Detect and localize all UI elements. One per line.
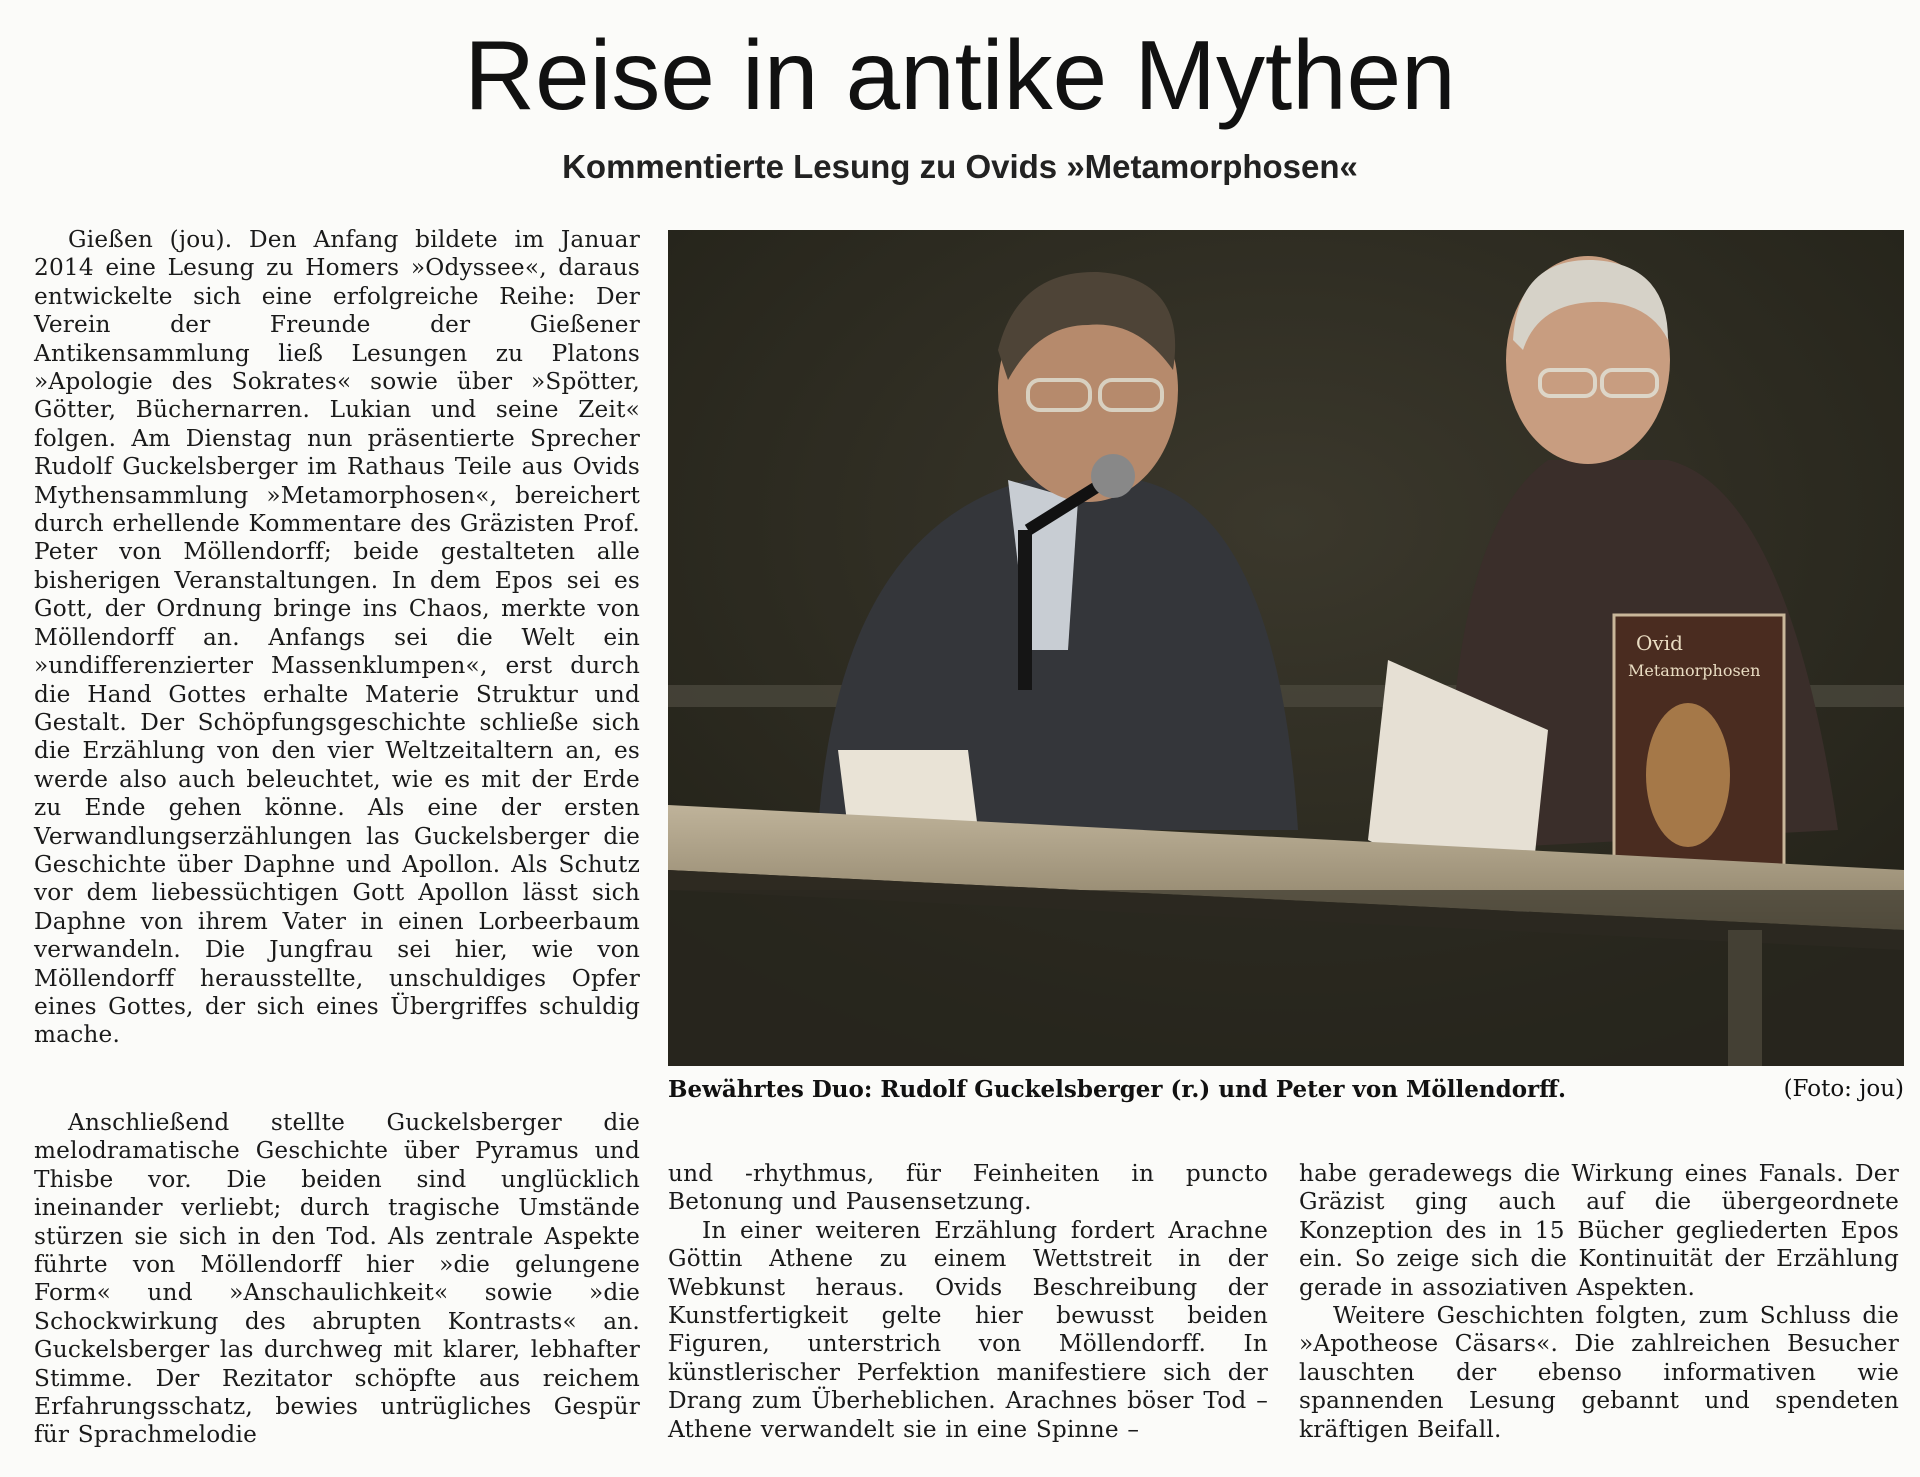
photo-illustration	[668, 230, 1904, 1066]
article-paragraph: habe geradewegs die Wirkung eines Fanals. Der Gräzist ging auch auf die übergeordnete Konzeption des in 15 Bücher gegliederten Epos ein. So zeige sich die Kontinuität der Erzählung gerade in assoziativen Aspekten.	[1299, 1160, 1899, 1301]
article-paragraph: Gießen (jou). Den Anfang bildete im Januar 2014 eine Lesung zu Homers »Odyssee«, daraus entwickelte sich eine erfolgreiche Reihe: Der Verein der Freunde der Gießener Antikensammlung ließ Lesungen zu Platons »Apologie des Sokrates« sowie über »Spötter, Götter, Büchernarren. Lukian und seine Zeit« folgen. Am Dienstag nun präsentierte Sprecher Rudolf Guckelsberger im Rathaus Teile aus Ovids Mythensammlung »Metamorphosen«, bereichert durch erhellende Kommentare des Gräzisten Prof. Peter von Möllendorff; beide gestalteten alle bisherigen Veranstaltungen. In dem Epos sei es Gott, der Ordnung bringe ins Chaos, merkte von Möllendorff an. Anfangs sei die Welt ein »undifferenzierter Massenklumpen«, erst durch die Hand Gottes erhalte Materie Struktur und Gestalt. Der Schöpfungsgeschichte schließe sich die Erzählung von den vier Weltzeitaltern an, es werde also auch beleuchtet, wie es mit der Erde zu Ende gehen könne. Als eine der ersten Verwandlungserzählungen las Guckelsberger die Geschichte über Daphne und Apollon. Als Schutz vor dem liebessüchtigen Gott Apollon lässt sich Daphne von ihrem Vater in einen Lorbeerbaum verwandeln. Die Jungfrau sei hier, wie von Möllendorff herausstellte, unschuldiges Opfer eines Gottes, der sich eines Übergriffes schuldig mache.	[34, 226, 640, 1049]
article-paragraph: und -rhythmus, für Feinheiten in puncto Betonung und Pausensetzung.	[668, 1160, 1268, 1216]
article-column-1-top	[34, 226, 640, 1050]
article-column-1-bottom	[34, 1109, 640, 1450]
article-photo	[668, 230, 1904, 1066]
book-title-line2: Metamorphosen	[1628, 661, 1761, 680]
article-paragraph: In einer weiteren Erzählung fordert Arachne Göttin Athene zu einem Wettstreit in der Webkunst heraus. Ovids Beschreibung der Kunstfertigkeit gelte hier bewusst beiden Figuren, unterstrich von Möllendorff. In künstlerischer Perfektion manifestiere sich der Drang zum Überheblichen. Arachnes böser Tod – Athene verwandelt sie in eine Spinne –	[668, 1216, 1268, 1443]
photo-caption: Bewährtes Duo: Rudolf Guckelsberger (r.) und Peter von Möllendorff.	[668, 1076, 1567, 1103]
article-paragraph: Weitere Geschichten folgten, zum Schluss die »Apotheose Cäsars«. Die zahlreichen Besucher lauschten der ebenso informativen wie spannenden Lesung gebannt und spendeten kräftigen Beifall.	[1299, 1302, 1899, 1443]
photo-credit: (Foto: jou)	[1783, 1076, 1904, 1102]
subheadline: Kommentierte Lesung zu Ovids »Metamorphosen«	[562, 148, 1358, 185]
headline: Reise in antike Mythen	[464, 20, 1456, 130]
book-title-line1: Ovid	[1636, 631, 1683, 655]
article-paragraph: Anschließend stellte Guckelsberger die melodramatische Geschichte über Pyramus und Thisbe vor. Die beiden sind unglücklich ineinander verliebt; durch tragische Umstände stürzen sie sich in den Tod. Als zentrale Aspekte führte von Möllendorff hier »die gelungene Form« und »Anschaulichkeit« sowie »die Schockwirkung des abrupten Kontrasts« an. Guckelsberger las durchweg mit klarer, lebhafter Stimme. Der Rezitator schöpfte aus reichem Erfahrungsschatz, bewies untrügliches Gespür für Sprachmelodie	[34, 1109, 640, 1449]
article-column-3	[1299, 1160, 1899, 1444]
article-column-2	[668, 1160, 1268, 1444]
